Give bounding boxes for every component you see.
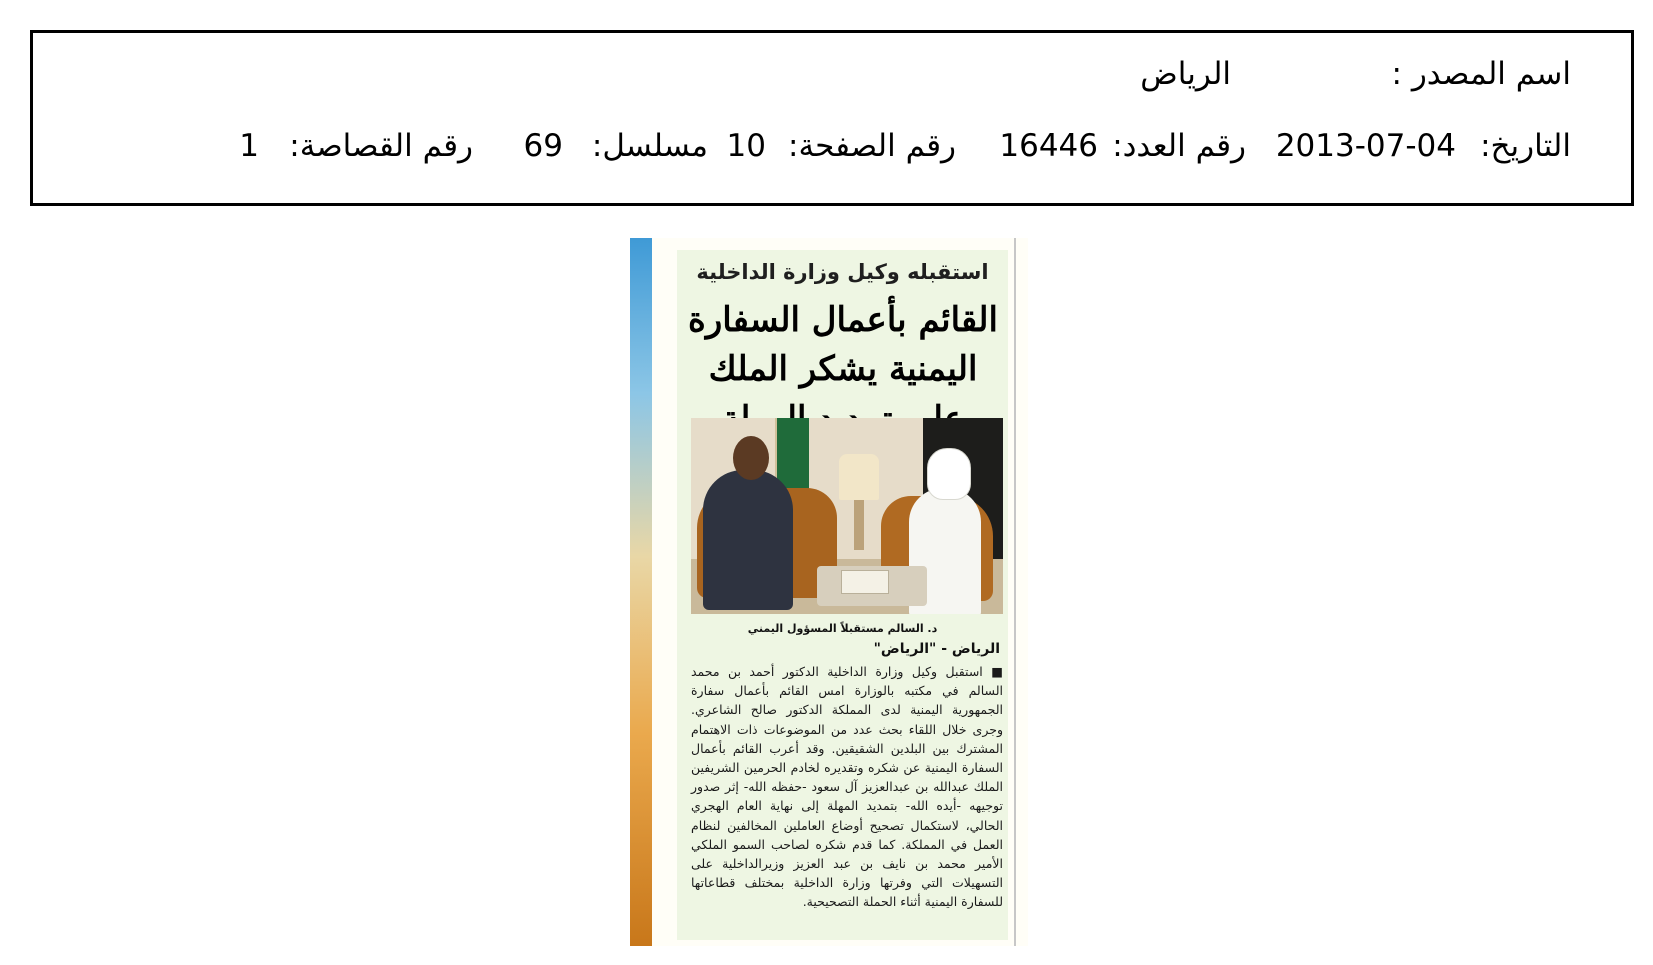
column-rule [1014, 238, 1016, 946]
lamp-icon [839, 454, 879, 500]
article-kicker: استقبله وكيل وزارة الداخلية [696, 260, 989, 284]
issue-label: رقم العدد: [1112, 128, 1246, 164]
issue-value: 16446 [999, 128, 1098, 164]
page-value: 10 [726, 128, 766, 164]
page-label: رقم الصفحة: [788, 128, 956, 164]
source-label: اسم المصدر : [1391, 56, 1571, 92]
metadata-box [30, 30, 1634, 206]
article-photo [691, 418, 1003, 614]
serial-value: 69 [523, 128, 563, 164]
clip-label: رقم القصاصة: [289, 128, 473, 164]
source-value: الرياض [1140, 56, 1231, 92]
photo-caption: د. السالم مستقبلاً المسؤول اليمني [747, 622, 938, 635]
serial-label: مسلسل: [591, 128, 708, 164]
date-value: 2013-07-04 [1275, 128, 1456, 164]
article [677, 250, 1008, 940]
date-label: التاريخ: [1480, 128, 1571, 164]
article-headline: القائم بأعمال السفارة اليمنية يشكر الملك [688, 300, 998, 390]
newspaper-clipping [630, 238, 1028, 946]
page-edge-strip [630, 238, 652, 946]
article-body: ■ استقبل وكيل وزارة الداخلية الدكتور أحمد بن محمد السالم في مكتبه بالوزارة امس القائم بأعمال سفارة الجمهورية اليمنية لدى المملكة الدكتور صالح الشاعري. وجرى خلال اللقاء بحث عدد من الموضوعات ذات الاهتمام المشترك بين البلدين الشقيقين. وقد أعرب القائم بأعمال السفارة اليمنية عن شكره وتقديره لخادم الحرمين الشريفين الملك عبدالله بن عبدالعزيز آل سعود -حفظه الله- إثر صدور توجيهه -أيده الله- بتمديد المهلة إلى نهاية العام الهجري الحالي، لاستكمال تصحيح أوضاع العاملين المخالفين لنظام العمل في المملكة. كما قدم شكره لصاحب السمو الملكي الأمير محمد بن نايف بن عبد العزيز وزيرالداخلية على التسهيلات التي وفرتها وزارة الداخلية بمختلف قطاعاتها للسفارة اليمنية أثناء الحملة التصحيحية. [691, 664, 1003, 910]
person-left [703, 470, 793, 610]
article-dateline: الرياض - "الرياض" [873, 641, 1000, 657]
clip-value: 1 [239, 128, 259, 164]
